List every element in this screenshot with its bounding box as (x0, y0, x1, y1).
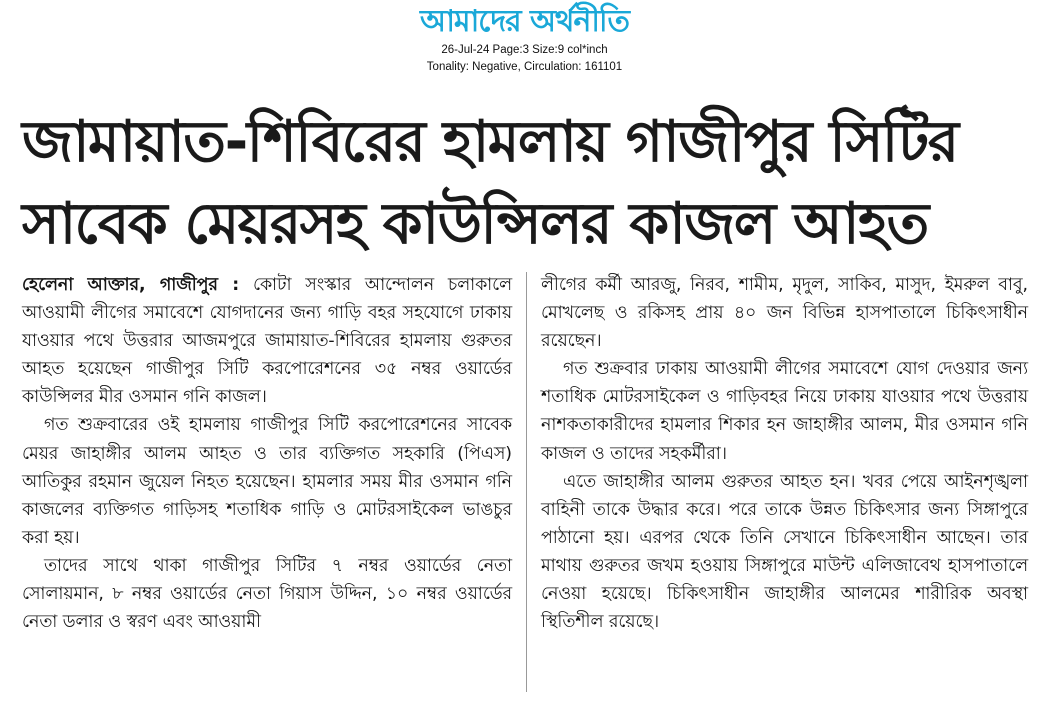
byline: হেলেনা আক্তার, গাজীপুর : (22, 275, 240, 295)
article-column-left (22, 271, 512, 636)
article-paragraph: গত শুক্রবারের ওই হামলায় গাজীপুর সিটি করপোরেশনের সাবেক মেয়র জাহাঙ্গীর আলম আহত ও তার ব্যক্তিগত সহকারি (পিএস) আতিকুর রহমান জুয়েল নিহত হয়েছেন। হামলার সময় মীর ওসমান গনি কাজলের ব্যক্তিগত গাড়িসহ শতাধিক গাড়ি ও মোটরসাইকেল ভাঙচুর করা হয়। (22, 415, 512, 548)
paragraph-text: কোটা সংস্কার আন্দোলন চলাকালে আওয়ামী লীগের সমাবেশে যোগদানের জন্য গাড়ি বহর সহযোগে ঢাকায় যাওয়ার পথে উত্তরার আজমপুরে জামায়াত-শিবিরের হামলায় গুরুতর আহত হয়েছেন গাজীপুর সিটি করপোরেশনের ৩৫ নম্বর ওয়ার্ডের কাউন্সিলর মীর ওসমান গনি কাজল। (22, 275, 513, 408)
newspaper-logo: আমাদের অর্থনীতি (419, 4, 630, 39)
article-paragraph: লীগের কর্মী আরজু, নিরব, শামীম, মৃদুল, সাকিব, মাসুদ, ইমরুল বাবু, মোখলেছ ও রকিসহ প্রায় ৪০ জন বিভিন্ন হাসপাতালে চিকিৎসাধীন রয়েছেন। (541, 275, 1028, 352)
article-paragraph: এতে জাহাঙ্গীর আলম গুরুতর আহত হন। খবর পেয়ে আইনশৃঙ্খলা বাহিনী তাকে উদ্ধার করে। পরে তাকে উন্নত চিকিৎসার জন্য সিঙ্গাপুরে পাঠানো হয়। এরপর থেকে তিনি সেখানে চিকিৎসাধীন আছেন। তার মাথায় গুরুতর জখম হওয়ায় সিঙ্গাপুরে মাউন্ট এলিজাবেথ হাসপাতালে নেওয়া হয়েছে। চিকিৎসাধীন জাহাঙ্গীর আলমের শারীরিক অবস্থা স্থিতিশীল রয়েছে। (541, 471, 1028, 633)
masthead (0, 4, 1049, 40)
column-divider (526, 272, 527, 692)
publication-info: 26-Jul-24 Page:3 Size:9 col*inch (441, 44, 608, 56)
article-column-right (541, 271, 1028, 636)
article-paragraph (22, 271, 512, 411)
headline-line-2: সাবেক মেয়রসহ কাউন্সিলর কাজল আহত (22, 191, 928, 257)
article-paragraph: তাদের সাথে থাকা গাজীপুর সিটির ৭ নম্বর ওয়ার্ডের নেতা সোলায়মান, ৮ নম্বর ওয়ার্ডের নেতা গিয়াস উদ্দিন, ১০ নম্বর ওয়ার্ডের নেতা ডলার ও স্বরণ এবং আওয়ামী (22, 555, 512, 633)
circulation-info: Tonality: Negative, Circulation: 161101 (426, 61, 623, 73)
headline-line-1: জামায়াত-শিবিরের হামলায় গাজীপুর সিটির (22, 109, 958, 175)
article-paragraph: গত শুক্রবার ঢাকায় আওয়ামী লীগের সমাবেশে যোগ দেওয়ার জন্য শতাধিক মোটরসাইকেল ও গাড়িবহর নিয়ে ঢাকায় যাওয়ার পথে উত্তরায় নাশকতাকারীদের হামলার শিকার হন জাহাঙ্গীর আলম, মীর ওসমান গনি কাজল ও তাদের সহকর্মীরা। (541, 359, 1028, 464)
